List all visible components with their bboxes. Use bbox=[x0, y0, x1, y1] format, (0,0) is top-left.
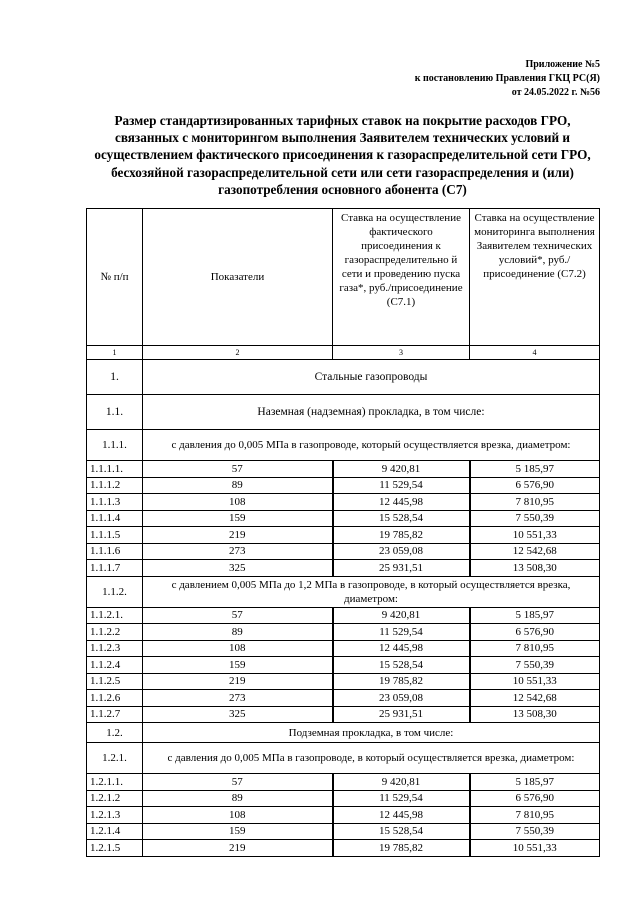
row-num: 1.2.1.1. bbox=[87, 774, 143, 791]
row-rate-c71: 9 420,81 bbox=[333, 607, 470, 624]
table-row bbox=[87, 673, 600, 690]
row-num: 1.1.1.6 bbox=[87, 543, 143, 560]
row-rate-c72: 7 810,95 bbox=[470, 807, 600, 824]
row-num: 1.1.2.7 bbox=[87, 706, 143, 723]
table-row bbox=[87, 774, 600, 791]
section-num: 1. bbox=[87, 360, 143, 395]
section-row-1-2 bbox=[87, 723, 600, 743]
row-rate-c71: 11 529,54 bbox=[333, 477, 470, 494]
row-diameter: 89 bbox=[143, 624, 333, 641]
col-number-3: 3 bbox=[333, 346, 470, 360]
row-diameter: 219 bbox=[143, 673, 333, 690]
row-diameter: 273 bbox=[143, 543, 333, 560]
tariff-table bbox=[86, 208, 600, 857]
row-diameter: 108 bbox=[143, 494, 333, 511]
row-rate-c71: 23 059,08 bbox=[333, 543, 470, 560]
table-row bbox=[87, 477, 600, 494]
row-rate-c71: 12 445,98 bbox=[333, 807, 470, 824]
row-num: 1.1.2.3 bbox=[87, 640, 143, 657]
column-number-row bbox=[87, 346, 600, 360]
row-rate-c71: 19 785,82 bbox=[333, 673, 470, 690]
row-num: 1.2.1.2 bbox=[87, 790, 143, 807]
section-num: 1.1. bbox=[87, 395, 143, 430]
row-num: 1.1.2.4 bbox=[87, 657, 143, 674]
row-diameter: 325 bbox=[143, 560, 333, 577]
table-row bbox=[87, 560, 600, 577]
row-num: 1.1.1.2 bbox=[87, 477, 143, 494]
row-rate-c72: 10 551,33 bbox=[470, 527, 600, 544]
row-rate-c71: 12 445,98 bbox=[333, 494, 470, 511]
document-title: Размер стандартизированных тарифных ставок на покрытие расходов ГРО, связанных с мониторингом выполнения Заявителем технических условий и осуществлением фактического присоединения к газораспределительной сети ГРО, бесхозяйной газораспределительной сети или сети газораспределения и (или) газопотребления основного абонента (С7) bbox=[94, 113, 591, 197]
row-rate-c72: 13 508,30 bbox=[470, 560, 600, 577]
header-num: № п/п bbox=[87, 209, 143, 346]
row-rate-c71: 11 529,54 bbox=[333, 624, 470, 641]
row-rate-c72: 7 810,95 bbox=[470, 494, 600, 511]
row-num: 1.1.1.1. bbox=[87, 461, 143, 478]
row-rate-c72: 6 576,90 bbox=[470, 624, 600, 641]
row-num: 1.1.2.2 bbox=[87, 624, 143, 641]
table-row bbox=[87, 527, 600, 544]
row-rate-c71: 15 528,54 bbox=[333, 510, 470, 527]
row-diameter: 159 bbox=[143, 510, 333, 527]
row-diameter: 159 bbox=[143, 657, 333, 674]
table-row bbox=[87, 510, 600, 527]
header-rate-c71: Ставка на осуществление фактического присоединения к газораспределительно й сети и проведению пуска газа*, руб./присоединение (С7.1) bbox=[333, 209, 470, 346]
annex-number: Приложение №5 bbox=[525, 59, 600, 70]
row-num: 1.1.2.5 bbox=[87, 673, 143, 690]
row-rate-c71: 19 785,82 bbox=[333, 840, 470, 857]
section-label: Стальные газопроводы bbox=[143, 360, 600, 395]
col-number-2: 2 bbox=[143, 346, 333, 360]
row-diameter: 325 bbox=[143, 706, 333, 723]
section-label: с давления до 0,005 МПа в газопроводе, в который осуществляется врезка, диаметром: bbox=[143, 743, 600, 774]
row-rate-c71: 25 931,51 bbox=[333, 706, 470, 723]
row-rate-c72: 7 810,95 bbox=[470, 640, 600, 657]
section-num: 1.2.1. bbox=[87, 743, 143, 774]
row-rate-c71: 9 420,81 bbox=[333, 774, 470, 791]
row-rate-c72: 13 508,30 bbox=[470, 706, 600, 723]
section-row-1-1-2 bbox=[87, 576, 600, 607]
header-indicators: Показатели bbox=[143, 209, 333, 346]
row-diameter: 219 bbox=[143, 840, 333, 857]
section-label: Подземная прокладка, в том числе: bbox=[143, 723, 600, 743]
row-diameter: 57 bbox=[143, 461, 333, 478]
row-num: 1.1.1.5 bbox=[87, 527, 143, 544]
table-row bbox=[87, 690, 600, 707]
table-row bbox=[87, 624, 600, 641]
row-rate-c72: 5 185,97 bbox=[470, 461, 600, 478]
row-rate-c71: 15 528,54 bbox=[333, 823, 470, 840]
table-row bbox=[87, 461, 600, 478]
row-num: 1.1.2.6 bbox=[87, 690, 143, 707]
row-rate-c72: 12 542,68 bbox=[470, 543, 600, 560]
row-rate-c71: 23 059,08 bbox=[333, 690, 470, 707]
section-row-1 bbox=[87, 360, 600, 395]
table-row bbox=[87, 657, 600, 674]
row-diameter: 108 bbox=[143, 640, 333, 657]
section-num: 1.1.2. bbox=[87, 576, 143, 607]
row-num: 1.2.1.4 bbox=[87, 823, 143, 840]
row-rate-c71: 12 445,98 bbox=[333, 640, 470, 657]
row-diameter: 57 bbox=[143, 607, 333, 624]
table-row bbox=[87, 640, 600, 657]
row-rate-c71: 15 528,54 bbox=[333, 657, 470, 674]
row-diameter: 273 bbox=[143, 690, 333, 707]
annex-header bbox=[280, 58, 600, 100]
table-row bbox=[87, 840, 600, 857]
row-rate-c71: 11 529,54 bbox=[333, 790, 470, 807]
annex-resolution: к постановлению Правления ГКЦ РС(Я) bbox=[414, 73, 600, 84]
row-rate-c72: 10 551,33 bbox=[470, 840, 600, 857]
row-num: 1.1.2.1. bbox=[87, 607, 143, 624]
section-num: 1.2. bbox=[87, 723, 143, 743]
col-number-4: 4 bbox=[470, 346, 600, 360]
row-rate-c72: 7 550,39 bbox=[470, 657, 600, 674]
table-row bbox=[87, 790, 600, 807]
section-label: с давлением 0,005 МПа до 1,2 МПа в газопроводе, в который осуществляется врезка, диаметром: bbox=[143, 576, 600, 607]
row-rate-c71: 25 931,51 bbox=[333, 560, 470, 577]
row-num: 1.1.1.7 bbox=[87, 560, 143, 577]
table-row bbox=[87, 494, 600, 511]
row-rate-c72: 6 576,90 bbox=[470, 477, 600, 494]
col-number-1: 1 bbox=[87, 346, 143, 360]
row-diameter: 219 bbox=[143, 527, 333, 544]
row-num: 1.2.1.3 bbox=[87, 807, 143, 824]
section-label: с давления до 0,005 МПа в газопроводе, который осуществляется врезка, диаметром: bbox=[143, 430, 600, 461]
row-num: 1.2.1.5 bbox=[87, 840, 143, 857]
row-diameter: 159 bbox=[143, 823, 333, 840]
row-rate-c72: 7 550,39 bbox=[470, 510, 600, 527]
table-row bbox=[87, 543, 600, 560]
header-row bbox=[87, 209, 600, 346]
annex-date: от 24.05.2022 г. №56 bbox=[511, 87, 600, 98]
row-diameter: 108 bbox=[143, 807, 333, 824]
row-rate-c72: 5 185,97 bbox=[470, 774, 600, 791]
row-rate-c72: 6 576,90 bbox=[470, 790, 600, 807]
table-row bbox=[87, 823, 600, 840]
header-rate-c72: Ставка на осуществление мониторинга выполнения Заявителем технических условий*, руб./присоединение (С7.2) bbox=[470, 209, 600, 346]
row-rate-c71: 9 420,81 bbox=[333, 461, 470, 478]
table-row bbox=[87, 607, 600, 624]
table-row bbox=[87, 807, 600, 824]
row-num: 1.1.1.4 bbox=[87, 510, 143, 527]
row-rate-c72: 5 185,97 bbox=[470, 607, 600, 624]
row-num: 1.1.1.3 bbox=[87, 494, 143, 511]
row-diameter: 57 bbox=[143, 774, 333, 791]
row-rate-c72: 10 551,33 bbox=[470, 673, 600, 690]
section-num: 1.1.1. bbox=[87, 430, 143, 461]
row-diameter: 89 bbox=[143, 790, 333, 807]
row-rate-c72: 12 542,68 bbox=[470, 690, 600, 707]
section-row-1-1 bbox=[87, 395, 600, 430]
row-rate-c71: 19 785,82 bbox=[333, 527, 470, 544]
section-row-1-2-1 bbox=[87, 743, 600, 774]
section-row-1-1-1 bbox=[87, 430, 600, 461]
section-label: Наземная (надземная) прокладка, в том числе: bbox=[143, 395, 600, 430]
row-rate-c72: 7 550,39 bbox=[470, 823, 600, 840]
table-row bbox=[87, 706, 600, 723]
row-diameter: 89 bbox=[143, 477, 333, 494]
